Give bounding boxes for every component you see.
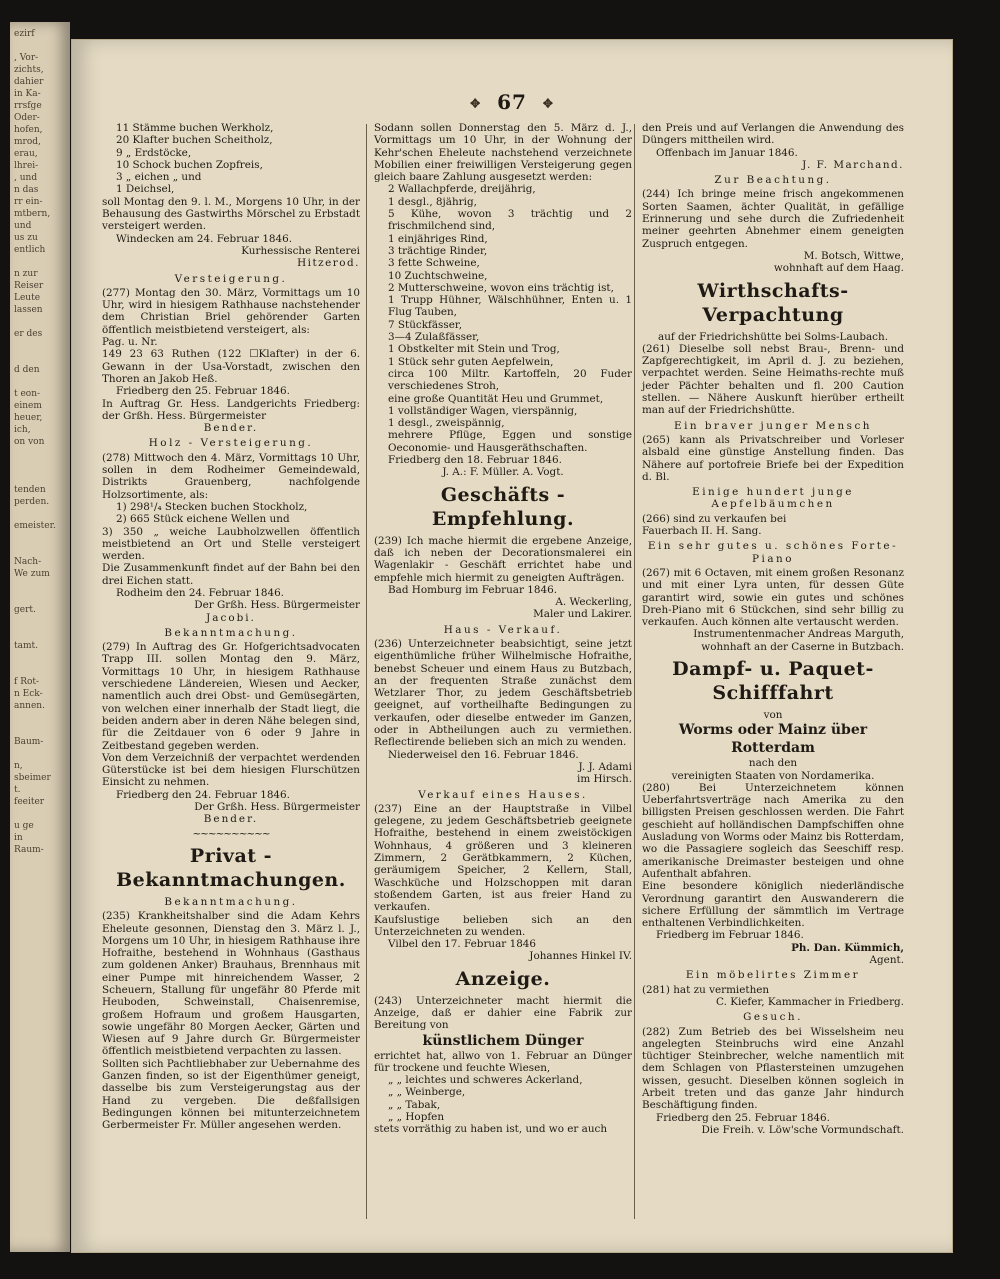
col2-text-block: 1 einjähriges Rind, — [388, 232, 488, 245]
col1-text-block: (235) Krankheitshalber sind die Adam Kehrs Eheleute gesonnen, Dienstag den 3. März l. J., Morgens um 10 Uhr, in hiesigem Rathhause ihre Hofraithe, bestehend in Wohnhaus (Gasthaus zum goldenen Anker) Brauhaus, Brennhaus mit einer Pumpe mit hinreichendem Wasser, 2 Scheuern, Stallung für ungefähr 80 Pferde mit Heuboden, Schweinstall, Chaisenremise, großem Hofraum und großem Hausgarten, sowie ungefähr 80 Morgen Aecker, Gärten und Wiesen auf 9 Jahre durch Gr. Bürgermeister öffentlich meistbietend verpachten zu lassen. — [102, 910, 360, 1058]
col1-text-block: Friedberg den 24. Februar 1846. — [116, 788, 290, 801]
col1-text-block: Hitzerod. — [297, 257, 360, 270]
col1-text-block: Von dem Verzeichniß der verpachtet werdenden Güterstücke ist bei dem hiesigen Flurschützen Einsicht zu nehmen. — [102, 751, 360, 789]
page-number: 67 — [497, 90, 527, 114]
col1-text-block: Friedberg den 25. Februar 1846. — [116, 385, 290, 398]
col2-text-block: 1 desgl., zweispännig, — [388, 417, 505, 430]
col3-text-block: von — [763, 708, 783, 721]
col1-text-block: Windecken am 24. Februar 1846. — [116, 232, 293, 245]
col2-text-block: J. J. Adami — [578, 760, 632, 773]
col3-text-block: Offenbach im Januar 1846. — [656, 146, 798, 159]
col2-text-block: circa 100 Miltr. Kartoffeln, 20 Fuder verschiedenes Stroh, — [388, 367, 632, 393]
col2-text-block: 1 Trupp Hühner, Wälschhühner, Enten u. 1 Flug Tauben, — [388, 294, 632, 319]
col3-text-block: C. Kiefer, Kammacher in Friedberg. — [716, 995, 904, 1008]
col2-text-block: 3—4 Zulaßfässer, — [388, 331, 480, 344]
col1-text-block: soll Montag den 9. l. M., Morgens 10 Uhr, in der Behausung des Gastwirths Mörschel zu Erbstadt versteigert werden. — [102, 195, 360, 233]
col2-text-block: Niederweisel den 16. Februar 1846. — [388, 748, 579, 761]
col1-text-block: 3 „ eichen „ und — [116, 171, 202, 184]
column-1 — [102, 122, 360, 1132]
col3-text-block: (267) mit 6 Octaven, mit einem großen Resonanz und mit einer Lyra unten, für dessen Güte garantirt wird, sowie ein gutes und schönes Dreh-Piano mit 6 Stückchen, sind sehr billig zu verkaufen. Auch können alte vertauscht werden. — [642, 566, 904, 629]
col3-text-block: Friedberg im Februar 1846. — [656, 929, 804, 942]
col1-text-block: 2) 665 Stück eichene Wellen und — [116, 513, 290, 526]
col2-text-block: Maler und Lakirer. — [533, 608, 632, 621]
col3-text-block: (265) kann als Privatschreiber und Vorleser alsbald eine günstige Anstellung finden. Das Nähere auf portofreie Briefe bei der Expedition d. Bl. — [642, 433, 904, 483]
col3-text-block: den Preis und auf Verlangen die Anwendung des Düngers mittheilen wird. — [642, 122, 904, 147]
col3-text-block: Instrumentenmacher Andreas Marguth, wohnhaft an der Caserne in Butzbach. — [693, 628, 904, 653]
col3-text-block: Zur Beachtung. — [714, 174, 832, 187]
col3-text-block: Ein sehr gutes u. schönes Forte-Piano — [647, 540, 899, 565]
col2-text-block: Haus - Verkauf. — [443, 623, 563, 636]
col2-text-block: errichtet hat, allwo von 1. Februar an Dünger für trockene und feuchte Wiesen, — [374, 1049, 632, 1074]
col3-text-block: (282) Zum Betrieb des bei Wisselsheim neu angelegten Steinbruchs wird eine Anzahl tüchtiger Steinbrecher, welche namentlich mit dem Schlagen von Pflastersteinen umzugehen wissen, gesucht. Dieselben können sogleich in Arbeit treten und das ganze Jahr hindurch Beschäftigung finden. — [642, 1025, 904, 1112]
col1-text-block: 1 Deichsel, — [116, 183, 175, 196]
ornament-left-icon: ✥ — [470, 96, 482, 111]
col2-text-block: stets vorräthig zu haben ist, und wo er auch — [374, 1123, 608, 1136]
col2-text-block: (237) Eine an der Hauptstraße in Vilbel gelegene, zu jedem Geschäftsbetrieb geeignete Hofraithe, bestehend in einem zweistöckigen Wohnhaus, 4 größeren und 3 kleineren Zimmern, 2 Gerätbkammern, 2 Küchen, geräumigem Speicher, 2 Kellern, Stall, Waschküche und Holzschoppen mit daran stoßendem Garten, ist aus freier Hand zu verkaufen. — [374, 802, 632, 914]
col1-text-block: (277) Montag den 30. März, Vormittags um 10 Uhr, wird in hiesigem Rathhause nachstehender dem Christian Briel gehörender Garten öffentlich meistbietend versteigert, als: — [102, 286, 360, 336]
col1-text-block: 11 Stämme buchen Werkholz, — [116, 122, 274, 134]
col1-text-block: Bekanntmachung. — [164, 626, 298, 639]
col2-text-block: 1 desgl., 8jährig, — [388, 195, 477, 208]
col1-text-block: Kurhessische Renterei — [241, 244, 360, 257]
col3-text-block: Ein braver junger Mensch — [673, 419, 872, 432]
col2-text-block: eine große Quantität Heu und Grummet, — [388, 392, 604, 405]
col2-text-block: (236) Unterzeichneter beabsichtigt, seine jetzt eigenthümliche früher Wilhelmische Hofraithe, benebst Scheuer und einem Haus zu Butzbach, an der frequenten Straße zunächst dem Wetzlarer Thor, zu jedem Geschäftsbetrieb geeignet, auf vortheilhafte Bedingungen zu verkaufen, oder dieselbe entweder im Ganzen, oder in Abtheilungen auch zu vermiethen. Reflectirende belieben sich an mich zu wenden. — [374, 637, 632, 749]
col2-text-block: (243) Unterzeichneter macht hiermit die Anzeige, daß er dahier eine Fabrik zur Bereitung von — [374, 994, 632, 1032]
col2-text-block: Johannes Hinkel IV. — [529, 950, 632, 963]
col2-text-block: „ „ Tabak, — [388, 1098, 441, 1111]
col1-text-block: 149 23 63 Ruthen (122 ☐Klafter) in der 6. Gewann in der Usa-Vorstadt, zwischen den Thoren an Jakob Heß. — [102, 348, 360, 385]
col2-text-block: 2 Mutterschweine, wovon eins trächtig ist, — [388, 281, 614, 294]
col3-text-block: wohnhaft auf dem Haag. — [773, 262, 904, 275]
col1-text-block: (278) Mittwoch den 4. März, Vormittags 10 Uhr, sollen in dem Rodheimer Gemeindewald, Distrikts Grauenberg, nachfolgende Holzsortimente, als: — [102, 451, 360, 501]
col2-text-block: 2 Wallachpferde, dreijährig, — [388, 183, 536, 196]
col2-text-block: A. Weckerling, — [555, 596, 632, 609]
col1-text-block: Jacobi. — [206, 611, 256, 624]
col3-text-block: (280) Bei Unterzeichnetem können Ueberfahrtsverträge nach Amerika zu den billigsten Preisen geschlossen werden. Die Fahrt geschieht auf holländischen Dampfschiffen ohne Ausladung von Worms oder Mainz bis Rotterdam, wo die Passagiere sogleich das Seeschiff resp. amerikanische Dreimaster besteigen und ohne Aufenthalt abfahren. — [642, 781, 904, 880]
col1-text-block: 10 Schock buchen Zopfreis, — [116, 158, 263, 171]
col2-text-block: 3 trächtige Rinder, — [388, 244, 488, 257]
col3-text-block: Einige hundert junge Aepfelbäumchen — [692, 486, 854, 511]
col2-text-block: 10 Zuchtschweine, — [388, 269, 488, 282]
col3-text-block: M. Botsch, Wittwe, — [803, 249, 904, 262]
col1-text-block: Sollten sich Pachtliebhaber zur Uebernahme des Ganzen finden, so ist der Eigenthümer geneigt, dasselbe bis zum Versteigerungstag aus der Hand zu vergeben. Die deßfallsigen Bedingungen können bei mitunterzeichnetem Gerbermeister Fr. Müller angesehen werden. — [102, 1057, 360, 1132]
col3-text-block: Gesuch. — [743, 1011, 803, 1024]
col1-text-block: 1) 298¹/₄ Stecken buchen Stockholz, — [116, 500, 308, 513]
col1-text-block: Privat - Bekanntmachungen. — [116, 844, 346, 891]
col2-text-block: Bad Homburg im Februar 1846. — [388, 583, 558, 596]
col1-text-block: Pag. u. Nr. — [102, 336, 158, 349]
col2-text-block: künstlichem Dünger — [422, 1032, 584, 1049]
col3-text-block: Agent. — [869, 954, 904, 967]
col2-text-block: im Hirsch. — [577, 773, 632, 786]
col2-text-block: Geschäfts - Empfehlung. — [431, 483, 575, 530]
column-2 — [374, 122, 632, 1136]
col1-text-block: 3) 350 „ weiche Laubholzwellen öffentlich meistbietend an Ort und Stelle versteigert werden. — [102, 525, 360, 563]
col1-text-block: Rodheim den 24. Februar 1846. — [116, 586, 284, 599]
col3-text-block: Friedberg den 25. Februar 1846. — [656, 1111, 830, 1124]
col2-text-block: 7 Stückfässer, — [388, 318, 462, 331]
col3-text-block: Ein möbelirtes Zimmer — [685, 969, 861, 982]
col2-text-block: 1 Obstkelter mit Stein und Trog, — [388, 343, 560, 356]
col1-text-block: Der Grßh. Hess. Bürgermeister — [194, 801, 360, 814]
ornament-right-icon: ✥ — [542, 96, 554, 111]
column-rule-1 — [366, 124, 367, 1219]
col2-text-block: (239) Ich mache hiermit die ergebene Anzeige, daß ich neben der Decorationsmalerei ein Wagenlakir - Geschäft errichtet habe und empfehle mich hiermit zu geneigten Aufträgen. — [374, 534, 632, 584]
col2-text-block: Sodann sollen Donnerstag den 5. März d. J., Vormittags um 10 Uhr, in der Wohnung der Kehr'schen Eheleute nachstehend verzeichnete Mobilien einer freiwilligen Versteigerung gegen gleich baare Zahlung ausgesetzt werden: — [374, 122, 632, 184]
col2-text-block: 3 fette Schweine, — [388, 257, 480, 270]
col1-text-block: 20 Klafter buchen Scheitholz, — [116, 134, 273, 147]
col1-text-block: ~~~~~~~~~~ — [192, 827, 270, 840]
col2-text-block: Verkauf eines Hauses. — [418, 788, 588, 801]
col3-text-block: nach den — [748, 757, 798, 770]
col1-text-block: Bender. — [203, 422, 259, 435]
col3-text-block: vereinigten Staaten von Nordamerika. — [671, 769, 875, 782]
col3-text-block: Fauerbach II. H. Sang. — [642, 525, 762, 538]
col2-text-block: Friedberg den 18. Februar 1846. — [388, 454, 562, 467]
col2-text-block: 1 Stück sehr guten Aepfelwein, — [388, 355, 554, 368]
col2-text-block: mehrere Pflüge, Eggen und sonstige Oeconomie- und Hausgeräthschaften. — [388, 429, 632, 454]
col3-text-block: Worms oder Mainz über Rotterdam — [678, 722, 868, 757]
col3-text-block: auf der Friedrichshütte bei Solms-Laubach. — [658, 330, 888, 343]
col2-text-block: 5 Kühe, wovon 3 trächtig und 2 frischmilchend sind, — [388, 208, 632, 233]
col2-text-block: Anzeige. — [455, 967, 551, 990]
col3-text-block: (244) Ich bringe meine frisch angekommenen Sorten Saamen, ächter Qualität, in gefällige Erinnerung und sehe durch die Zufriedenheit meiner geehrten Abnehmer einem geneigten Zuspruch entgegen. — [642, 188, 904, 250]
col3-text-block: (266) sind zu verkaufen bei — [642, 512, 787, 525]
col1-text-block: Holz - Versteigerung. — [148, 437, 314, 450]
col2-text-block: Vilbel den 17. Februar 1846 — [388, 938, 537, 951]
col3-text-block: (281) hat zu vermiethen — [642, 983, 770, 996]
col1-text-block: In Auftrag Gr. Hess. Landgerichts Friedberg: der Grßh. Hess. Bürgermeister — [102, 397, 360, 422]
col3-text-block: Dampf- u. Paquet-Schifffahrt — [672, 657, 874, 704]
col3-text-block: Wirthschafts-Verpachtung — [697, 279, 849, 326]
col2-text-block: „ „ Hopfen — [388, 1111, 445, 1124]
col3-text-block: (261) Dieselbe soll nebst Brau-, Brenn- und Zapfgerechtigkeit, im April d. J. zu beziehen, verpachtet werden. Seine Heimaths-rechte muß jeder Pächter behalten und fl. 200 Caution stellen. — Nähere Auskunft hierüber ertheilt man auf der Friedrichshütte. — [642, 342, 904, 417]
column-3 — [642, 122, 904, 1136]
col3-text-block: Ph. Dan. Kümmich, — [791, 941, 904, 954]
col1-text-block: Bekanntmachung. — [164, 895, 298, 908]
column-rule-2 — [634, 124, 635, 1219]
newspaper-page — [72, 40, 952, 1252]
col2-text-block: J. A.: F. Müller. A. Vogt. — [442, 466, 564, 479]
col1-text-block: Versteigerung. — [174, 272, 288, 285]
col3-text-block: J. F. Marchand. — [802, 158, 904, 171]
col1-text-block: Die Zusammenkunft findet auf der Bahn bei den drei Eichen statt. — [102, 562, 360, 587]
col1-text-block: 9 „ Erdstöcke, — [116, 146, 192, 159]
page-header — [72, 90, 952, 114]
col2-text-block: „ „ Weinberge, — [388, 1086, 466, 1099]
col1-text-block: Der Grßh. Hess. Bürgermeister — [194, 599, 360, 612]
col2-text-block: „ „ leichtes und schweres Ackerland, — [388, 1074, 583, 1087]
col2-text-block: Kaufslustige belieben sich an den Unterzeichneten zu wenden. — [374, 913, 632, 938]
col3-text-block: Die Freih. v. Löw'sche Vormundschaft. — [701, 1123, 904, 1136]
col3-text-block: Eine besondere königlich niederländische Verordnung garantirt den Auswanderern die sichere Erfüllung der sämmtlich im Vertrage enthaltenen Verbindlichkeiten. — [642, 880, 904, 930]
facing-page-edge — [10, 22, 70, 1252]
col2-text-block: 1 vollständiger Wagen, vierspännig, — [388, 404, 578, 417]
col1-text-block: (279) In Auftrag des Gr. Hofgerichtsadvocaten Trapp III. sollen Montag den 9. März, Vormittags 10 Uhr, in hiesigem Rathhause verschiedene Ländereien, Wiesen und Aecker, namentlich auch drei Obst- und Gemüsegärten, von welchen einer innerhalb der Stadt liegt, die beiden andern aber in deren Nähe belegen sind, für die Zeitdauer von 6 oder 9 Jahre in Zeitbestand gegeben werden. — [102, 641, 360, 752]
facing-page-fragments: ezirf , Vor- zichts, dahier in Ka- rrsfge Oder- hofen, mrod, erau, lhrei- , und n das rr ein- mtbern, und us zu entlich n zur Reiser Leute lassen er des d den t eon- einem heuer, ich, on von tenden perden. emeister. Nach- We zum gert. tamt. f Rot- n Eck- annen. Baum- n, sbeimer t. feeiter u ge in Raum- — [14, 29, 56, 855]
col1-text-block: Bender. — [203, 813, 259, 826]
